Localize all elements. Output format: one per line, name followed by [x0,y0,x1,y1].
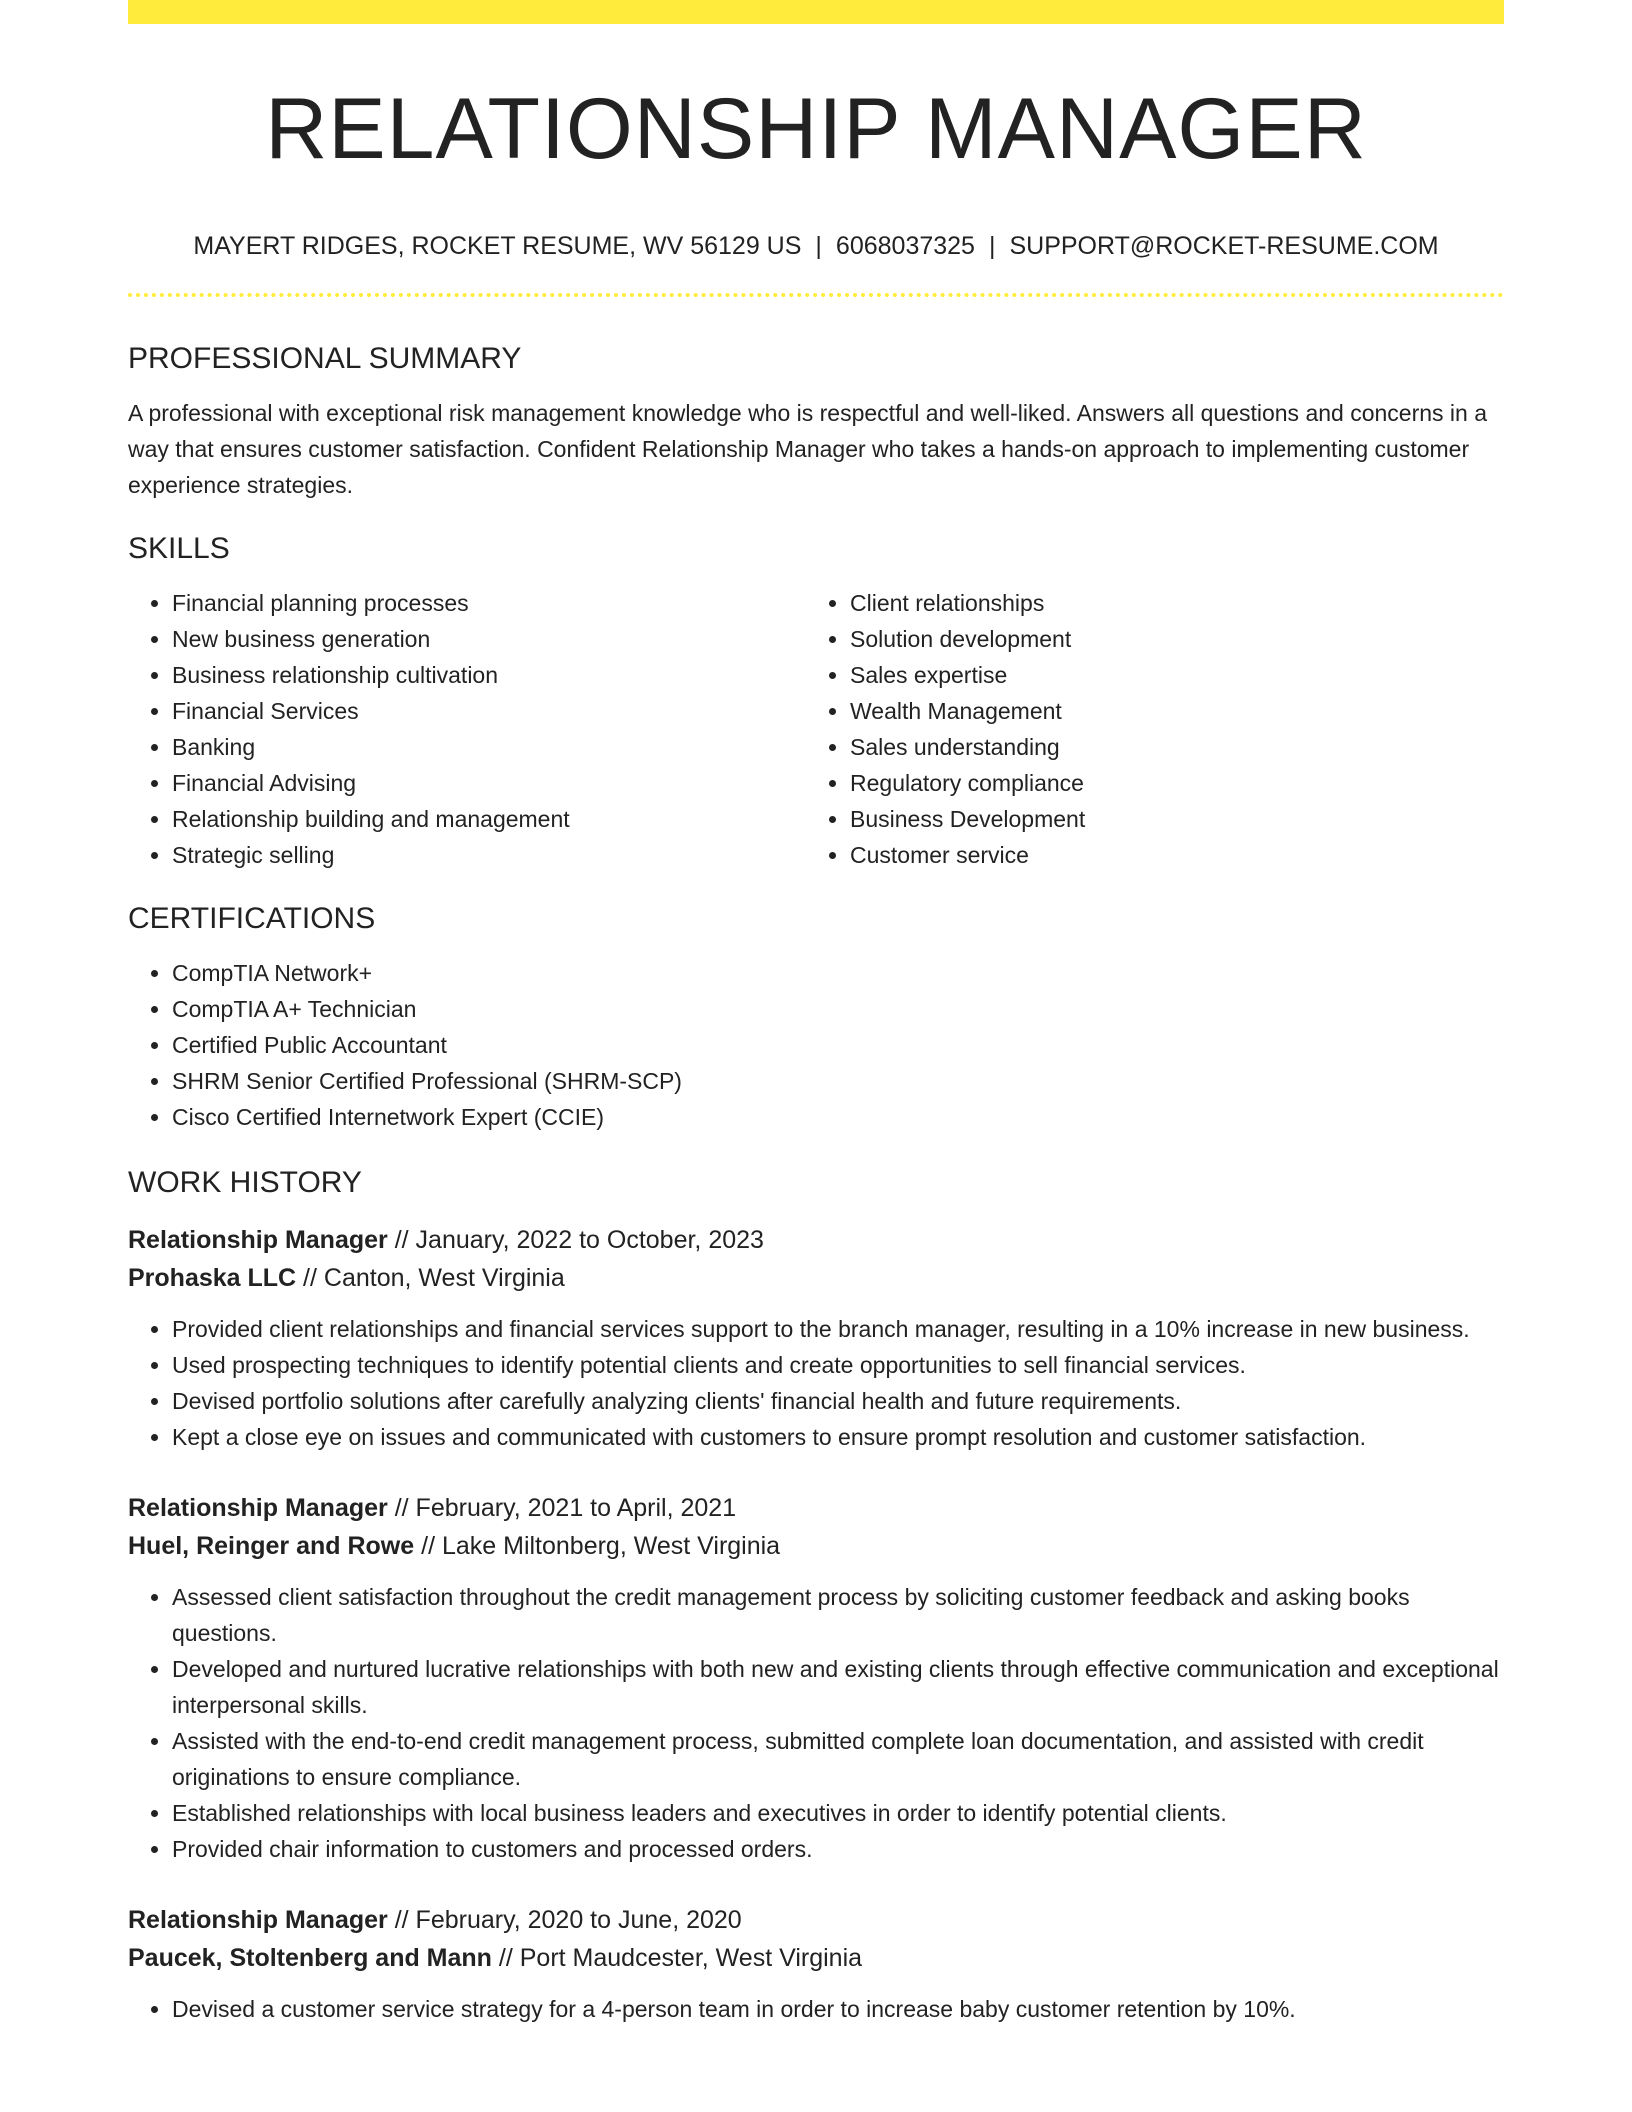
skill-item: • Financial Services [172,693,806,729]
skill-item: • Financial planning processes [172,585,806,621]
job-bullet: • Assessed client satisfaction throughout the credit management process by soliciting customer feedback and asking books questions. [172,1579,1504,1651]
certifications-list [128,955,1504,1135]
job-bullet: • Provided client relationships and financial services support to the branch manager, resulting in a 10% increase in new business. [172,1311,1504,1347]
job-company: Paucek, Stoltenberg and Mann [128,1943,492,1972]
certification-item: • Cisco Certified Internetwork Expert (CCIE) [172,1099,1504,1135]
job-bullets [128,1579,1504,1867]
job-entry [128,1901,1504,2027]
job-bullets [128,1311,1504,1455]
skill-item: • Strategic selling [172,837,806,873]
certification-item: • Certified Public Accountant [172,1027,1504,1063]
job-bullet: • Used prospecting techniques to identify potential clients and create opportunities to sell financial services. [172,1347,1504,1383]
work-history-heading: WORK HISTORY [128,1165,362,1199]
skill-item: • Solution development [850,621,1484,657]
job-title-line [128,1221,1504,1259]
contact-email: SUPPORT@ROCKET-RESUME.COM [1009,231,1439,260]
job-title-line [128,1489,1504,1527]
job-company: Prohaska LLC [128,1263,297,1292]
skill-item: • Sales understanding [850,729,1484,765]
candidate-title: RELATIONSHIP MANAGER [265,81,1367,177]
contact-separator: | [815,231,822,260]
job-dates: // February, 2020 to June, 2020 [387,1905,742,1934]
skills-section [128,531,1504,873]
skills-grid [128,585,1504,873]
skill-item: • Business Development [850,801,1484,837]
skill-item: • Customer service [850,837,1484,873]
certification-item: • SHRM Senior Certified Professional (SHRM-SCP) [172,1063,1504,1099]
job-bullet: • Developed and nurtured lucrative relationships with both new and existing clients through effective communication and exceptional interpersonal skills. [172,1651,1504,1723]
skill-item: • Relationship building and management [172,801,806,837]
job-location: // Port Maudcester, West Virginia [491,1943,863,1972]
job-bullet: • Provided chair information to customers and processed orders. [172,1831,1504,1867]
work-history-section [128,1165,1504,2027]
job-location: // Canton, West Virginia [296,1263,565,1292]
job-entry [128,1489,1504,1867]
job-dates: // January, 2022 to October, 2023 [387,1225,764,1254]
job-title: Relationship Manager [128,1225,388,1254]
job-company-line [128,1939,1504,1977]
job-entry [128,1221,1504,1455]
job-bullets [128,1991,1504,2027]
job-location: // Lake Miltonberg, West Virginia [414,1531,781,1560]
contact-separator: | [988,231,996,260]
job-company: Huel, Reinger and Rowe [128,1531,415,1560]
job-title: Relationship Manager [128,1905,388,1934]
skill-item: • Business relationship cultivation [172,657,806,693]
certification-item: • CompTIA Network+ [172,955,1504,991]
job-bullet: • Devised a customer service strategy for a 4-person team in order to increase baby customer retention by 10%. [172,1991,1504,2027]
dotted-divider [128,293,1504,297]
certifications-section [128,901,1504,1135]
skills-heading: SKILLS [128,531,230,565]
job-bullet: • Assisted with the end-to-end credit management process, submitted complete loan documentation, and assisted with credit originations to ensure compliance. [172,1723,1504,1795]
summary-section [128,341,1504,503]
skills-column-left [128,585,806,873]
skill-item: • Client relationships [850,585,1484,621]
contact-address: MAYERT RIDGES, ROCKET RESUME, WV 56129 US [193,231,802,260]
job-bullet: • Devised portfolio solutions after carefully analyzing clients' financial health and future requirements. [172,1383,1504,1419]
job-company-line [128,1527,1504,1565]
certification-item: • CompTIA A+ Technician [172,991,1504,1027]
skills-column-right [806,585,1484,873]
skill-item: • Financial Advising [172,765,806,801]
job-bullet: • Kept a close eye on issues and communicated with customers to ensure prompt resolution and customer satisfaction. [172,1419,1504,1455]
skill-item: • Banking [172,729,806,765]
certifications-heading: CERTIFICATIONS [128,901,376,935]
job-title: Relationship Manager [128,1493,388,1522]
job-bullet: • Established relationships with local business leaders and executives in order to identify potential clients. [172,1795,1504,1831]
contact-line [128,231,1504,261]
skill-item: • Sales expertise [850,657,1484,693]
accent-bar [128,0,1504,24]
job-dates: // February, 2021 to April, 2021 [387,1493,737,1522]
skill-item: • Wealth Management [850,693,1484,729]
contact-phone: 6068037325 [835,231,975,260]
skill-item: • New business generation [172,621,806,657]
job-company-line [128,1259,1504,1297]
job-title-line [128,1901,1504,1939]
skill-item: • Regulatory compliance [850,765,1484,801]
resume-page [128,0,1504,2027]
summary-heading: PROFESSIONAL SUMMARY [128,341,522,375]
summary-text: A professional with exceptional risk management knowledge who is respectful and well-liked. Answers all questions and concerns in a way that ensures customer satisfaction. Confident Relationship Manager who takes a hands-on approach to implementing customer experience strategies. [128,399,1488,498]
